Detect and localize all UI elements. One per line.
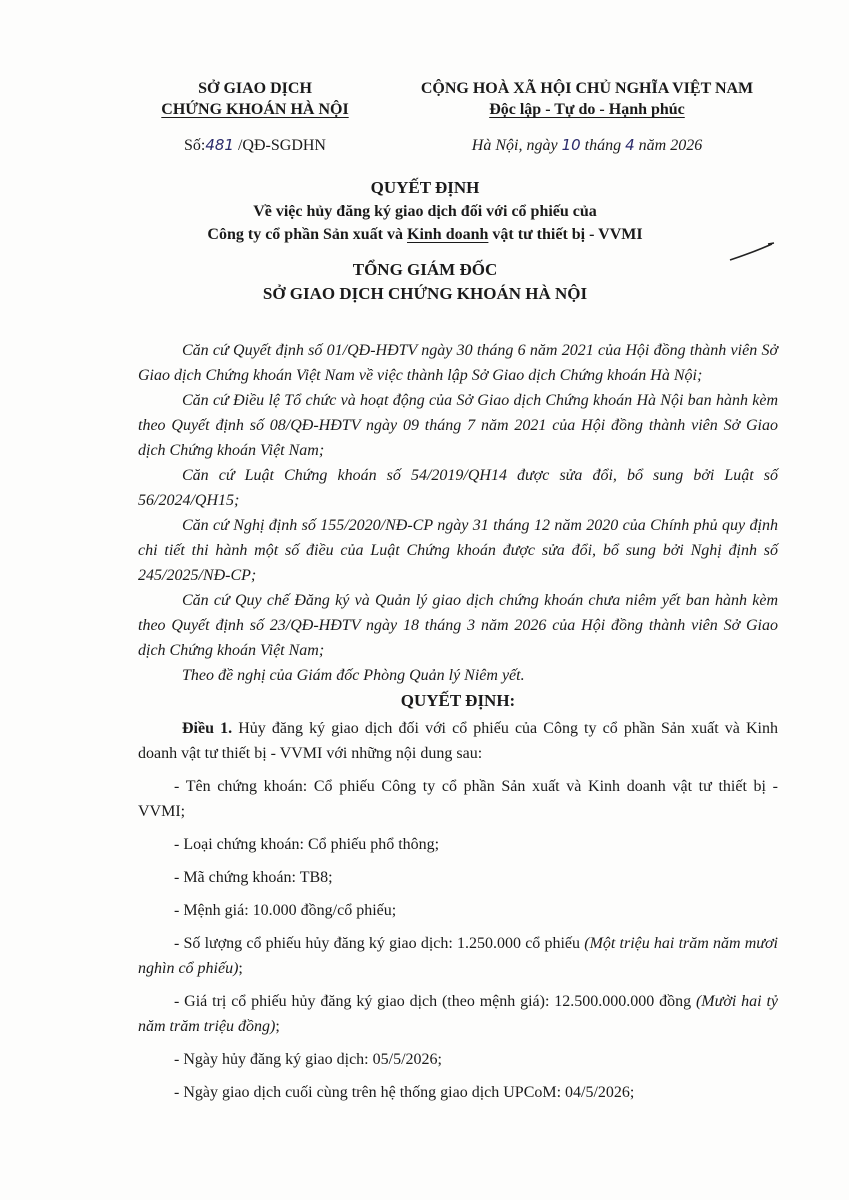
- decision-subject-line-1: Về việc hủy đăng ký giao dịch đối với cổ phiếu của: [253, 203, 597, 220]
- list-item: - Tên chứng khoán: Cổ phiếu Công ty cổ phần Sản xuất và Kinh doanh vật tư thiết bị - VVMI;: [138, 778, 778, 820]
- list-item: - Mệnh giá: 10.000 đồng/cổ phiếu;: [174, 902, 397, 919]
- article-1: [138, 716, 778, 766]
- list-item: [138, 989, 778, 1039]
- article-1-label: Điều 1.: [182, 720, 233, 737]
- document-date: [392, 136, 782, 155]
- article-1-text: Hủy đăng ký giao dịch đối với cổ phiếu của Công ty cổ phần Sản xuất và Kinh doanh vật tư thiết bị - VVMI với những nội dung sau:: [138, 720, 778, 762]
- list-item: - Ngày hủy đăng ký giao dịch: 05/5/2026;: [174, 1051, 442, 1068]
- legal-basis-3: Căn cứ Luật Chứng khoán số 54/2019/QH14 được sửa đổi, bổ sung bởi Luật số 56/2024/QH15;: [138, 467, 778, 509]
- list-item: - Mã chứng khoán: TB8;: [174, 869, 333, 886]
- item-text: - Giá trị cổ phiếu hủy đăng ký giao dịch (theo mệnh giá): 12.500.000.000 đồng: [174, 993, 696, 1010]
- date-day: 10: [561, 136, 581, 154]
- decision-subject-line-2: [90, 223, 760, 246]
- subject-part-c: vật tư thiết bị - VVMI: [488, 226, 643, 243]
- signer-title: TỔNG GIÁM ĐỐC: [352, 260, 498, 279]
- date-month-word: tháng: [584, 137, 622, 154]
- legal-basis-5: Căn cứ Quy chế Đăng ký và Quản lý giao dịch chứng khoán chưa niêm yết ban hành kèm theo Quyết định số 23/QĐ-HĐTV ngày 18 tháng 3 năm 2026 của Hội đồng thành viên Sở Giao dịch Chứng khoán Việt Nam;: [138, 592, 778, 659]
- signer-organization: SỞ GIAO DỊCH CHỨNG KHOÁN HÀ NỘI: [262, 284, 588, 303]
- document-number-suffix: /QĐ-SGDHN: [237, 137, 326, 154]
- list-item: - Loại chứng khoán: Cổ phiếu phổ thông;: [174, 836, 440, 853]
- legal-basis-2: Căn cứ Điều lệ Tổ chức và hoạt động của Sở Giao dịch Chứng khoán Hà Nội ban hành kèm theo Quyết định số 08/QĐ-HĐTV ngày 09 tháng 7 năm 2021 của Hội đồng thành viên Sở Giao dịch Chứng khoán Việt Nam;: [138, 392, 778, 459]
- legal-basis-4: Căn cứ Nghị định số 155/2020/NĐ-CP ngày 31 tháng 12 năm 2020 của Chính phủ quy định chi tiết thi hành một số điều của Luật Chứng khoán được sửa đổi, bổ sung bởi Nghị định số 245/2025/NĐ-CP;: [138, 517, 778, 584]
- date-prefix: Hà Nội, ngày: [471, 137, 558, 154]
- document-number-prefix: Số:: [184, 137, 206, 154]
- initial-mark-icon: [728, 240, 776, 264]
- list-item: - Ngày giao dịch cuối cùng trên hệ thống giao dịch UPCoM: 04/5/2026;: [174, 1084, 635, 1101]
- item-note: (Mười hai tỷ năm trăm triệu đồng): [138, 993, 779, 1035]
- national-title: CỘNG HOÀ XÃ HỘI CHỦ NGHĨA VIỆT NAM: [420, 80, 754, 97]
- legal-basis-6: Theo đề nghị của Giám đốc Phòng Quản lý Niêm yết.: [182, 667, 525, 684]
- item-text: - Số lượng cổ phiếu hủy đăng ký giao dịch: 1.250.000 cổ phiếu: [174, 935, 585, 952]
- issuer-header: [140, 78, 370, 120]
- document-number: [140, 136, 370, 155]
- title-block: [90, 176, 760, 306]
- decision-heading: QUYẾT ĐỊNH: [370, 178, 480, 197]
- document-number-value: 481: [205, 136, 234, 154]
- national-motto: Độc lập - Tự do - Hạnh phúc: [489, 101, 685, 118]
- subject-part-a: Công ty cổ phần Sản xuất và: [207, 226, 408, 243]
- subject-part-b: Kinh doanh: [407, 226, 489, 243]
- item-tail: ;: [275, 1018, 280, 1035]
- national-header: [392, 78, 782, 120]
- document-body: [138, 338, 778, 1105]
- issuer-line-1: SỞ GIAO DỊCH: [198, 80, 312, 97]
- date-month: 4: [625, 136, 635, 154]
- legal-basis-1: Căn cứ Quyết định số 01/QĐ-HĐTV ngày 30 tháng 6 năm 2021 của Hội đồng thành viên Sở Giao dịch Chứng khoán Việt Nam về việc thành lập Sở Giao dịch Chứng khoán Hà Nội;: [138, 342, 778, 384]
- item-tail: ;: [238, 960, 243, 977]
- list-item: [138, 931, 778, 981]
- item-note: (Một triệu hai trăm năm mươi nghìn cổ phiếu): [138, 935, 779, 977]
- decision-title: QUYẾT ĐỊNH:: [400, 691, 516, 710]
- issuer-line-2: CHỨNG KHOÁN HÀ NỘI: [161, 101, 349, 118]
- date-year: năm 2026: [638, 137, 703, 154]
